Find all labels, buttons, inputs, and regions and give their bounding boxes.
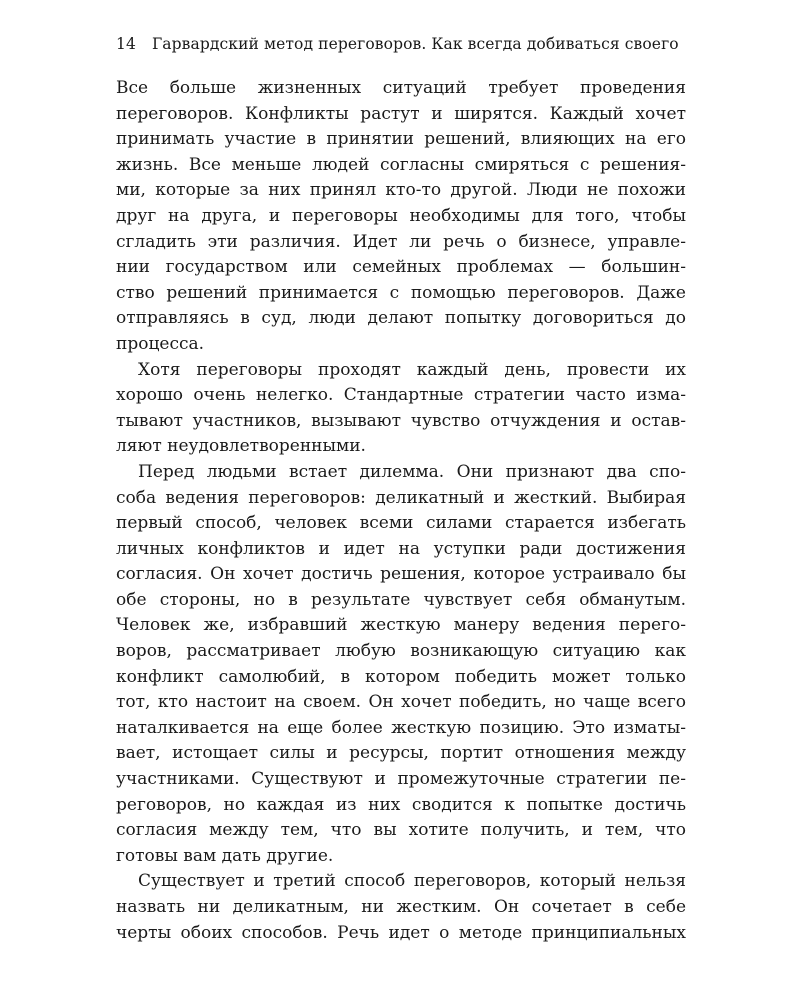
text-line: ляют неудовлетворенными.	[116, 436, 366, 457]
text-line: конфликт самолюбий, в котором победить может только	[116, 666, 686, 687]
text-line: сгладить эти различия. Идет ли речь о бизнесе, управле-	[116, 231, 686, 252]
text-line: реговоров, но каждая из них сводится к попытке достичь	[116, 794, 686, 815]
text-line: тот, кто настоит на своем. Он хочет победить, но чаще всего	[116, 692, 686, 713]
text-line: Хотя переговоры проходят каждый день, провести их	[138, 359, 686, 380]
text-line: тывают участников, вызывают чувство отчуждения и остав-	[116, 410, 686, 431]
text-line: согласия. Он хочет достичь решения, которое устраивало бы	[116, 564, 686, 585]
text-line: Перед людьми встает дилемма. Они признают два спо-	[138, 461, 686, 482]
text-line: принимать участие в принятии решений, влияющих на его	[116, 129, 686, 150]
paragraph	[116, 460, 686, 870]
text-line: ми, которые за них принял кто-то другой. Люди не похожи	[116, 180, 686, 201]
text-line: нии государством или семейных проблемах — большин-	[116, 257, 686, 278]
text-line: воров, рассматривает любую возникающую ситуацию как	[116, 641, 686, 662]
text-line: Существует и третий способ переговоров, который нельзя	[138, 871, 686, 892]
paragraph	[116, 76, 686, 358]
text-line: готовы вам дать другие.	[116, 845, 334, 866]
text-line: хорошо очень нелегко. Стандартные стратегии часто изма-	[116, 385, 686, 406]
text-line: друг на друга, и переговоры необходимы для того, чтобы	[116, 205, 686, 226]
body-text	[116, 76, 686, 946]
text-line: отправляясь в суд, люди делают попытку договориться до	[116, 308, 686, 329]
text-line: ство решений принимается с помощью переговоров. Даже	[116, 282, 686, 303]
text-line: жизнь. Все меньше людей согласны смиряться с решения-	[116, 154, 686, 175]
text-line: процесса.	[116, 333, 205, 354]
text-line: наталкивается на еще более жесткую позицию. Это изматы-	[116, 717, 686, 738]
text-line: черты обоих способов. Речь идет о методе принципиальных	[116, 922, 686, 943]
text-line: переговоров. Конфликты растут и ширятся. Каждый хочет	[116, 103, 686, 124]
text-line: согласия между тем, что вы хотите получить, и тем, что	[116, 820, 686, 841]
paragraph	[116, 869, 686, 946]
text-line: личных конфликтов и идет на уступки ради достижения	[116, 538, 686, 559]
page-number: 14	[116, 35, 136, 53]
text-line: участниками. Существуют и промежуточные стратегии пе-	[116, 769, 686, 790]
text-line: вает, истощает силы и ресурсы, портит отношения между	[116, 743, 686, 764]
running-head	[116, 34, 696, 54]
text-line: Все больше жизненных ситуаций требует проведения	[116, 78, 686, 98]
text-line: назвать ни деликатным, ни жестким. Он сочетает в себе	[116, 897, 686, 917]
text-line: обе стороны, но в результате чувствует себя обманутым.	[116, 589, 686, 610]
text-line: первый способ, человек всеми силами старается избегать	[116, 513, 686, 534]
text-line: Человек же, избравший жесткую манеру ведения перего-	[116, 615, 686, 636]
running-title: Гарвардский метод переговоров. Как всегда добиваться своего	[151, 35, 679, 53]
text-line: соба ведения переговоров: деликатный и жесткий. Выбирая	[116, 487, 686, 508]
paragraph	[116, 358, 686, 460]
